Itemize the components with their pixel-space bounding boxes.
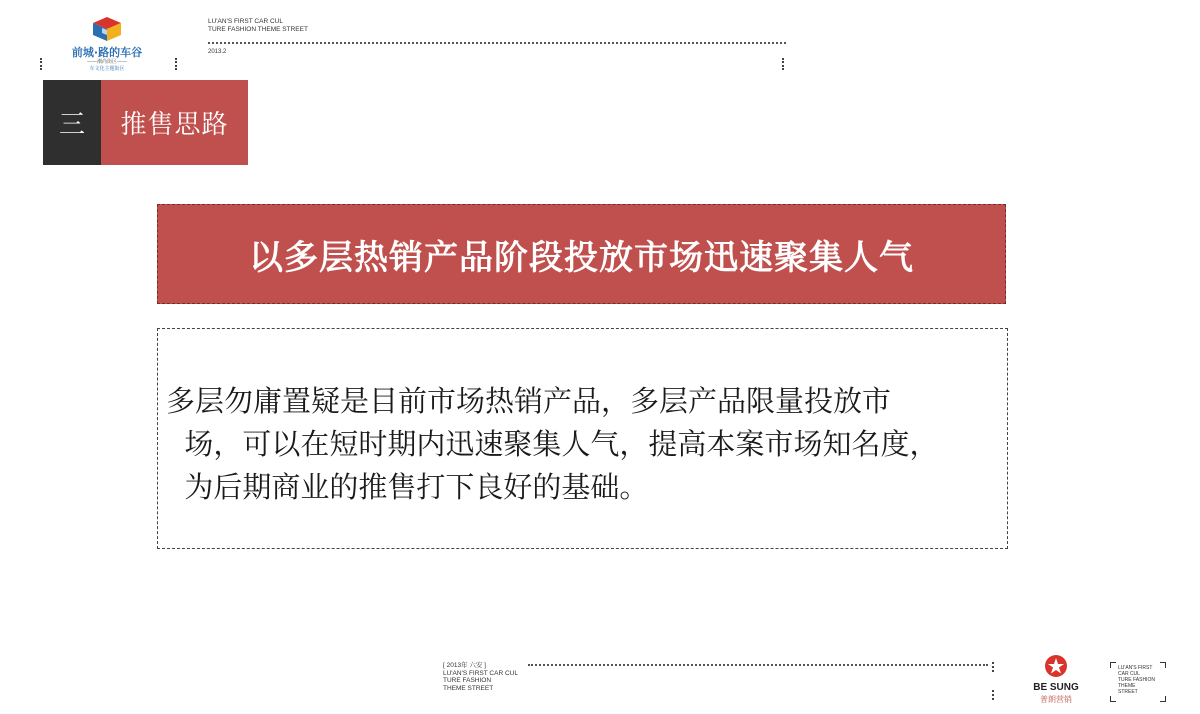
- headline-banner: [157, 204, 1006, 304]
- corner-bracket: [1110, 696, 1116, 702]
- dotted-divider: [782, 58, 784, 70]
- footer-caption-line: THEME STREET: [443, 684, 494, 692]
- corner-bracket: [1160, 696, 1166, 702]
- section-title: 推售思路: [101, 80, 248, 165]
- dotted-divider: [175, 58, 177, 70]
- body-line: 场，可以在短时期内迅速聚集人气，提高本案市场知名度，: [166, 427, 939, 461]
- headline-text: 以多层热销产品阶段投放市场迅速聚集人气: [249, 237, 914, 278]
- footer-caption-line: LU'AN'S FIRST CAR CUL: [443, 669, 518, 677]
- footer-caption: [443, 662, 518, 692]
- body-paragraph: [166, 380, 1006, 509]
- logo-name: 前城·路的车谷: [71, 46, 143, 59]
- header-caption-line: TURE FASHION THEME STREET: [208, 26, 308, 33]
- header-caption-line: LU'AN'S FIRST CAR CUL: [208, 18, 283, 25]
- side-caption-line: CAR CUL: [1118, 671, 1140, 677]
- logo-subtitle: ——潮尚街区——: [86, 59, 127, 65]
- star-flower-icon: [1044, 654, 1068, 678]
- side-caption-line: LU'AN'S FIRST: [1118, 665, 1153, 671]
- section-number: 三: [43, 80, 101, 165]
- corner-bracket: [1110, 662, 1116, 668]
- body-line: 为后期商业的推售打下良好的基础。: [166, 470, 649, 504]
- header-dotted-rule: [208, 42, 786, 44]
- body-line: 多层勿庸置疑是目前市场热销产品，多层产品限量投放市: [166, 384, 892, 418]
- cube-logo-icon: [90, 16, 124, 42]
- brand-name: BE SUNG: [1033, 682, 1079, 693]
- footer-caption-line: TURE FASHION: [443, 677, 492, 684]
- header-date: 2013.2: [208, 49, 227, 55]
- footer-caption-line: [ 2013年 六安 ]: [443, 662, 486, 669]
- brand-logo: [1028, 652, 1084, 704]
- footer-side-block: [1110, 662, 1166, 702]
- logo-tagline: 车文化主题街区: [89, 66, 125, 72]
- dotted-divider: [40, 58, 42, 70]
- side-caption-line: TURE FASHION: [1118, 677, 1155, 683]
- side-caption-line: THEME: [1118, 683, 1136, 689]
- side-caption-line: STREET: [1118, 689, 1138, 695]
- header-caption: [208, 18, 308, 34]
- side-caption: [1118, 665, 1155, 695]
- project-logo: [62, 16, 152, 72]
- footer-dotted-rule: [528, 664, 988, 666]
- dotted-divider: [992, 690, 994, 700]
- brand-subtitle: 普朗营销: [1040, 695, 1072, 704]
- corner-bracket: [1160, 662, 1166, 668]
- dotted-divider: [992, 662, 994, 672]
